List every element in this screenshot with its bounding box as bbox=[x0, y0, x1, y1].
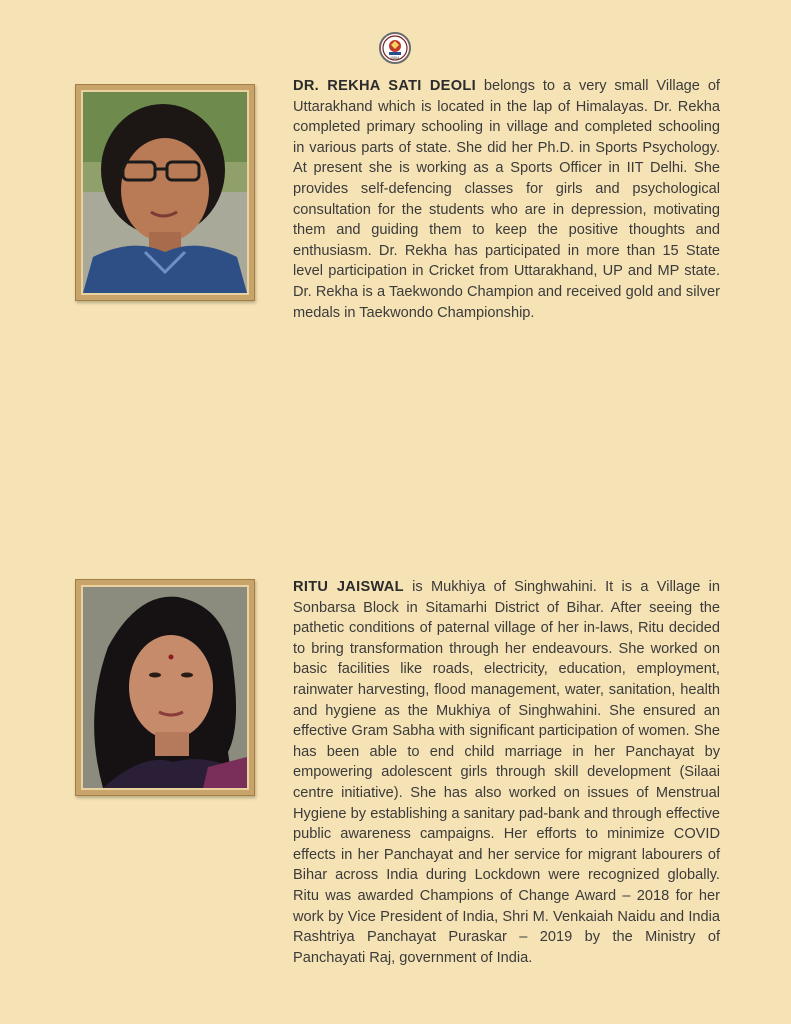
profile-bio bbox=[293, 577, 720, 968]
profile-name: RITU JAISWAL bbox=[293, 579, 404, 595]
profile-photo bbox=[81, 585, 249, 790]
profile-photo bbox=[81, 90, 249, 295]
profile-name: DR. REKHA SATI DEOLI bbox=[293, 78, 476, 94]
emblem-text: INDIA bbox=[390, 56, 400, 60]
emblem-icon bbox=[379, 32, 411, 64]
profile-bio-text: is Mukhiya of Singhwahini. It is a Village in Sonbarsa Block in Sitamarhi District of Bihar. After seeing the pathetic conditions of paternal village of her in-laws, Ritu decided to bring transformation through her endeavours. She worked on basic facilities like roads, electricity, education, employment, rainwater harvesting, flood management, water, sanitation, health and hygiene as the Mukhiya of Singhwahini. She ensured an effective Gram Sabha with significant participation of women. She has been able to end child marriage in her Panchayat by empowering adolescent girls through skill development (Silaai centre initiative). She has also worked on issues of Menstrual Hygiene by establishing a sanitary pad-bank and through effective public awareness campaigns. Her efforts to minimize COVID effects in her Panchayat and her service for migrant labourers of Bihar across India during Lockdown were recognized globally. Ritu was awarded Champions of Change Award – 2018 for her work by Vice President of India, Shri M. Venkaiah Naidu and India Rashtriya Panchayat Puraskar – 2019 by the Ministry of Panchayati Raj, government of India. bbox=[293, 579, 721, 966]
profile-bio-text: belongs to a very small Village of Uttarakhand which is located in the lap of Himalayas. Dr. Rekha completed primary schooling in village and completed schooling in various parts of state. She did her Ph.D. in Sports Psychology. At present she is working as a Sports Officer in IIT Delhi. She provides self-defencing classes for girls and psychological consultation for the students who are in depression, motivating them and guiding them to keep the positive thoughts and enthusiasm. Dr. Rekha has participated in more than 15 State level participation in Cricket from Uttarakhand, UP and MP state. Dr. Rekha is a Taekwondo Champion and received gold and silver medals in Taekwondo Championship. bbox=[293, 78, 720, 321]
profile-bio bbox=[293, 76, 720, 323]
profile-photo-frame bbox=[75, 84, 255, 301]
profile-photo-frame bbox=[75, 579, 255, 796]
